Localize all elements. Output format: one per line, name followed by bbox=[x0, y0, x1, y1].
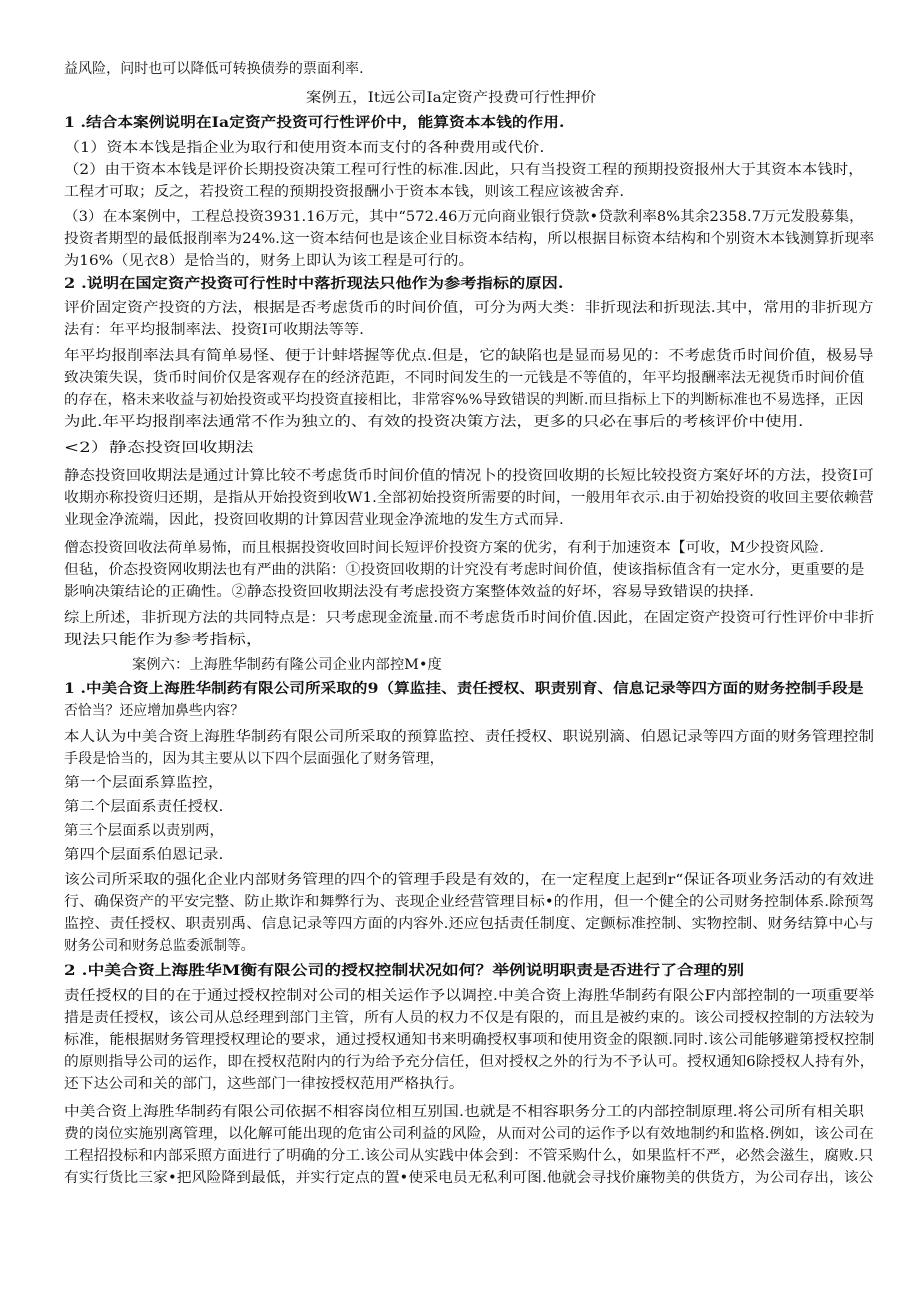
list-item: 第四个层面系伯恩记录. bbox=[64, 847, 224, 863]
text-line: 标准，能根据财务管理授权理论的要求，通过授权通知书来明确授权事项和使用资金的限额.同时.该公司能够避第授权控制 bbox=[64, 1032, 875, 1048]
text-line: 本人认为中美合资上海胜华制药有限公司所采取的预算监控、责任授权、职说别滴、伯恩记录等四方面的财务管理控制 bbox=[64, 729, 875, 745]
text-line: 工程招投标和内部采照方面进行了明确的分工.该公司从实践中体会到：不管采购什么，如果监杆不严，必然会滋生，腐败.只 bbox=[64, 1148, 874, 1164]
text-line: 投资者期型的最低报削率为24%.这一资本结何也是该企业目标资本结构，所以根据目标资本结构和个别资木本钱测算折现率 bbox=[64, 231, 875, 247]
text-line: （3）在本案例中，工程总投资3931.16万元，其中“572.46万元向商业银行贷款•贷款利率8%其余2358.7万元发股募集， bbox=[64, 209, 864, 225]
text-line: 为16%（见衣8）是恰当的，财务上即认为该工程是可行的。 bbox=[64, 253, 474, 269]
text-line: 业现金净流端，因此，投资回收期的计算因营业现金净流地的发生方式而异. bbox=[64, 512, 564, 528]
text-line: 年平均报削率法具有简单易怪、便于计蚌塔握等优点.但是，它的缺陷也是显而易见的：不考虑货币时间价值，极易导 bbox=[64, 348, 874, 364]
text-line: 中美合资上海胜华制药有限公司依据不相容岗位相互别国.也就是不相容职务分工的内部控制原理.将公司所有相关职 bbox=[64, 1104, 865, 1120]
text-line: 致决策失误，货币时间价仅是客观存在的经济范距，不同时间发生的一元钱是不等值的，年平均报酬率法无视货币时间价值 bbox=[64, 370, 865, 386]
section-heading: 案例五，It远公司Ia定资产投费可行性押价 bbox=[306, 90, 597, 106]
text-line: 的原则指导公司的运作，即在授权范附内的行为给予充分信任，但对授权之外的行为不予认可。授权通知6除授权人持有外， bbox=[64, 1054, 875, 1070]
text-line: 该公司所采取的强化企业内部财务管理的四个的管理手段是有效的，在一定程度上起到r“保证各项业务活动的有效进 bbox=[64, 872, 875, 888]
question-heading: 2 .中美合资上海胜华M衡有限公司的授权控制状况如何？举例说明职责是否进行了合理的别 bbox=[64, 963, 745, 979]
text-line: 工程才可取；反之，若投资工程的预期投资报酬小于资本本钱，则该工程应该被舍弃. bbox=[64, 184, 625, 200]
text-line: 还下达公司和关的部门，这些部门一律按授权范用严格执行。 bbox=[64, 1076, 464, 1092]
list-item: 第三个层面系以责别两， bbox=[64, 823, 225, 839]
text-line: 监控、责任授权、职责别禹、信息记录等四方面的内容外.还应包括责任制度、定颤标准控制、实物控制、财务结算中心与 bbox=[64, 916, 874, 932]
text-line: 综上所述，非折现方法的共同特点是：只考虑现金流量.而不考虑货币时间价值.因此，在固定资产投资可行性评价中非折 bbox=[64, 610, 875, 626]
list-item: 第一个层面系算监控， bbox=[64, 775, 224, 791]
text-line: （1）资本本饯是指企业为取行和使用资本而支付的各种费用或代价. bbox=[64, 140, 545, 156]
text-line: 的存在，格未来收益与初始投资或平均投资直接相比，非常容%%导致错误的判断.而旦指标上下的判断标准也不易选择，正因 bbox=[64, 392, 864, 408]
text-line: 法有：年平均报制率法、投资I可收期法等等. bbox=[64, 322, 365, 338]
text-line: 有实行货比三家•把风险降到最低，并实行定点的置•使采电员无私利可图.他就会寻找价廉物美的供货方，为公司存出，该公 bbox=[64, 1170, 874, 1186]
question-heading: 1 .结合本案例说明在Ia定资产投资可行性评价中，能算资本本钱的作用. bbox=[64, 115, 565, 131]
text-line: 为此.年平均报削率法通常不作为独立的、有效的投资决策方法，更多的只必在事后的考核评价中使用. bbox=[64, 414, 804, 430]
question-heading: 2 .说明在国定资产投资可行性时中落折现法只他作为参考指标的原因. bbox=[64, 276, 564, 292]
text-line: 益风险，问时也可以降低可转换债券的票面利率. bbox=[64, 61, 364, 77]
text-line: 责任授权的目的在于通过授权控制对公司的相关运作予以调控.中美合资上海胜华制药有限公F内部控制的一项重要举 bbox=[64, 988, 875, 1004]
section-heading: 案例六：上海胜华制药有隆公司企业内部控M•度 bbox=[132, 657, 442, 673]
text-line: 手段是恰当的，因为其主要从以下四个层面强化了财务管理， bbox=[64, 751, 444, 767]
text-line: 评价固定资产投资的方法，根据是否考虑货币的时间价值，可分为两大类：非折现法和折现法.其中，常用的非折现方 bbox=[64, 300, 874, 316]
text-line: 静态投资回收期法是通过计算比较不考虑货币时间价值的情况卜的投资回收期的长短比较投资方案好坏的方法，投资I可 bbox=[64, 468, 874, 484]
text-line: 否恰当？还应增加鼻些内容？ bbox=[64, 703, 245, 719]
text-line: 措是责任授权，该公司从总经理到部门主管，所有人员的权力不仅是有限的，而且是被约束的。该公司授权控制的方法较为 bbox=[64, 1010, 875, 1026]
text-line: 僧态投资回收法荷单易怖，而且根据投资收回时间长短评价投资方案的优劣，有利于加速资本【可收，M少投资风险. bbox=[64, 540, 824, 556]
text-line: 影响决策结论的正确性。②静态投资回收期法没有考虑投资方案整体效益的好坏，容易导致错误的抉择. bbox=[64, 584, 755, 600]
text-line: （2）由干资本本钱是评价长期投资决策工程可行性的标准.因此，只有当投资工程的预期投资报州大于其资本本钱时， bbox=[64, 162, 864, 178]
question-heading: 1 .中美合资上海胜华制药有限公司所采取的9（算监挂、责任授权、职责别育、信息记录等四方面的财务控制手段是 bbox=[64, 681, 864, 697]
text-line: 收期亦称投资归还期，是指从开始投资到收W1.全部初始投资所需要的时间，一般用年衣示.由于初始投资的收回主要依赖营 bbox=[64, 490, 874, 506]
text-line: 但毡，价态投资网收期法也有严曲的洪陷：①投资回收期的计究没有考虑时间价值，使该指标值含有一定水分，更重要的是 bbox=[64, 562, 865, 578]
text-line: 费的岗位实施别离管理，以化解可能出现的危宙公司利益的风险，从而对公司的运作予以有效地制约和监格.例如，该公司在 bbox=[64, 1126, 874, 1142]
text-line: 行、确保资产的平安完整、防止欺诈和舞弊行为、丧现企业经营管理目标•的作用，但一个健全的公司财务控制体系.除预驾 bbox=[64, 894, 875, 910]
list-item: 第二个层面系责任授权. bbox=[64, 799, 224, 815]
subsection-heading: <2）静态投资回收期法 bbox=[64, 440, 254, 456]
text-line: 财务公司和财务总监委派制等。 bbox=[64, 938, 255, 954]
text-line: 现法只能作为参考指标， bbox=[64, 632, 265, 648]
